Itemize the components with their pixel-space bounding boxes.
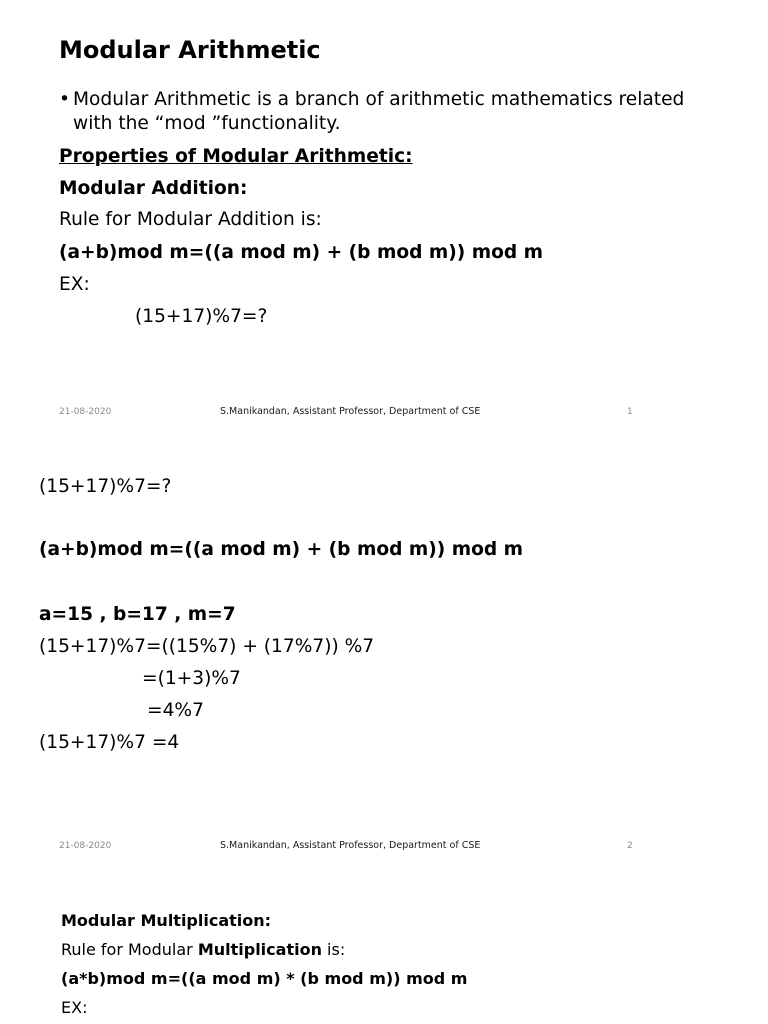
- ex-label: EX:: [61, 998, 88, 1017]
- footer-date: 21-08-2020: [59, 841, 112, 851]
- multiplication-heading: Modular Multiplication:: [61, 911, 272, 930]
- result-text: (15+17)%7 =4: [39, 732, 180, 753]
- footer-author: S.Manikandan, Assistant Professor, Department of CSE: [220, 840, 481, 851]
- example-question: (15+17)%7=?: [135, 306, 268, 327]
- bullet-text-line-1: Modular Arithmetic is a branch of arithmetic mathematics related: [73, 89, 685, 110]
- properties-heading: Properties of Modular Arithmetic:: [59, 146, 413, 167]
- page-number: 2: [627, 841, 633, 851]
- rule-suffix: is:: [321, 940, 346, 959]
- step-1: (15+17)%7=((15%7) + (17%7)) %7: [39, 636, 375, 657]
- ex-label: EX:: [59, 274, 90, 295]
- addition-formula: (a+b)mod m=((a mod m) + (b mod m)) mod m: [39, 539, 524, 560]
- addition-heading: Modular Addition:: [59, 178, 248, 199]
- bullet-marker: •: [59, 89, 70, 110]
- question-text: (15+17)%7=?: [39, 476, 172, 497]
- addition-formula: (a+b)mod m=((a mod m) + (b mod m)) mod m: [59, 242, 544, 263]
- rule-prefix: Rule for Modular: [61, 940, 198, 959]
- page-number: 1: [627, 407, 633, 417]
- rule-text: [61, 940, 345, 959]
- step-2: =(1+3)%7: [142, 668, 241, 689]
- footer-author: S.Manikandan, Assistant Professor, Department of CSE: [220, 406, 481, 417]
- rule-text: Rule for Modular Addition is:: [59, 209, 322, 230]
- multiplication-formula: (a*b)mod m=((a mod m) * (b mod m)) mod m: [61, 969, 468, 988]
- bullet-text-line-2: with the “mod ”functionality.: [73, 113, 341, 134]
- footer-date: 21-08-2020: [59, 407, 112, 417]
- step-3: =4%7: [147, 700, 204, 721]
- variable-values: a=15 , b=17 , m=7: [39, 604, 236, 625]
- rule-bold: Multiplication: [197, 940, 322, 959]
- slide-title: Modular Arithmetic: [59, 36, 321, 64]
